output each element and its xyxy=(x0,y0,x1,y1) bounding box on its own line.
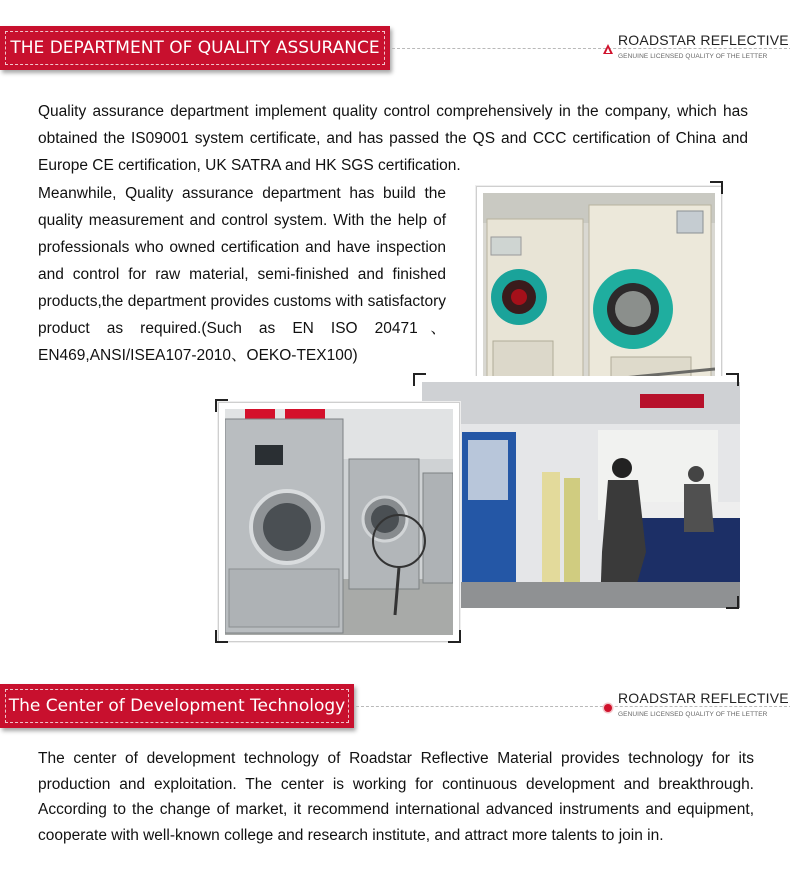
section2-title: The Center of Development Technology xyxy=(8,696,346,716)
section1-paragraph1 xyxy=(38,98,748,179)
section1-banner xyxy=(0,26,390,70)
section1-paragraph2 xyxy=(38,180,446,369)
section1-paragraph2-text: Meanwhile, Quality assurance department has build the quality measurement and control system. With the help of professionals who owned certification and have inspection and control for raw material, semi-finished and finished products,the department provides customs with satisfactory product as required.(Such as EN ISO 20471、EN469,ANSI/ISEA107-2010、OEKO-TEX100) xyxy=(38,185,446,364)
section1-paragraph1-text: Quality assurance department implement quality control comprehensively in the company, which has obtained the IS09001 system certificate, and has passed the QS and CCC certification of China and Europe CE certification, UK SATRA and HK SGS certification. xyxy=(38,103,748,174)
crop-mark-icon xyxy=(412,372,426,386)
crop-mark-icon xyxy=(726,372,740,386)
crop-mark-icon xyxy=(726,596,740,610)
triangle-warning-icon xyxy=(602,43,614,55)
section1-brand-tagline: GENUINE LICENSED QUALITY OF THE LETTER xyxy=(618,53,768,60)
section2-paragraph xyxy=(38,746,754,848)
section1-brand xyxy=(600,32,789,62)
inspection-illustration xyxy=(422,382,740,608)
circle-dot-icon xyxy=(602,702,614,714)
crop-mark-icon xyxy=(214,398,228,412)
washers-illustration xyxy=(225,409,453,635)
section2-banner xyxy=(0,684,354,728)
section2-brand-tagline: GENUINE LICENSED QUALITY OF THE LETTER xyxy=(618,711,768,718)
crop-mark-icon xyxy=(710,180,724,194)
section2-brand xyxy=(600,690,789,720)
crop-mark-icon xyxy=(448,630,462,644)
section2-brand-name: ROADSTAR REFLECTIVE xyxy=(618,690,789,706)
crop-mark-icon xyxy=(214,630,228,644)
section1-brand-name: ROADSTAR REFLECTIVE xyxy=(618,32,789,48)
photo-washers xyxy=(218,402,460,642)
photo-inspection-image xyxy=(422,382,740,608)
section2-paragraph-text: The center of development technology of Roadstar Reflective Material provides technology for its production and exploitation. The center is working for continuous development and breakthrough. According to the change of market, it recommend international advanced instruments and equipment, cooperate with well-known college and research institute, and attract more talents to join in. xyxy=(38,750,754,844)
photo-inspection xyxy=(416,376,740,608)
photo-washers-image xyxy=(225,409,453,635)
section1-title: THE DEPARTMENT OF QUALITY ASSURANCE xyxy=(10,38,380,58)
